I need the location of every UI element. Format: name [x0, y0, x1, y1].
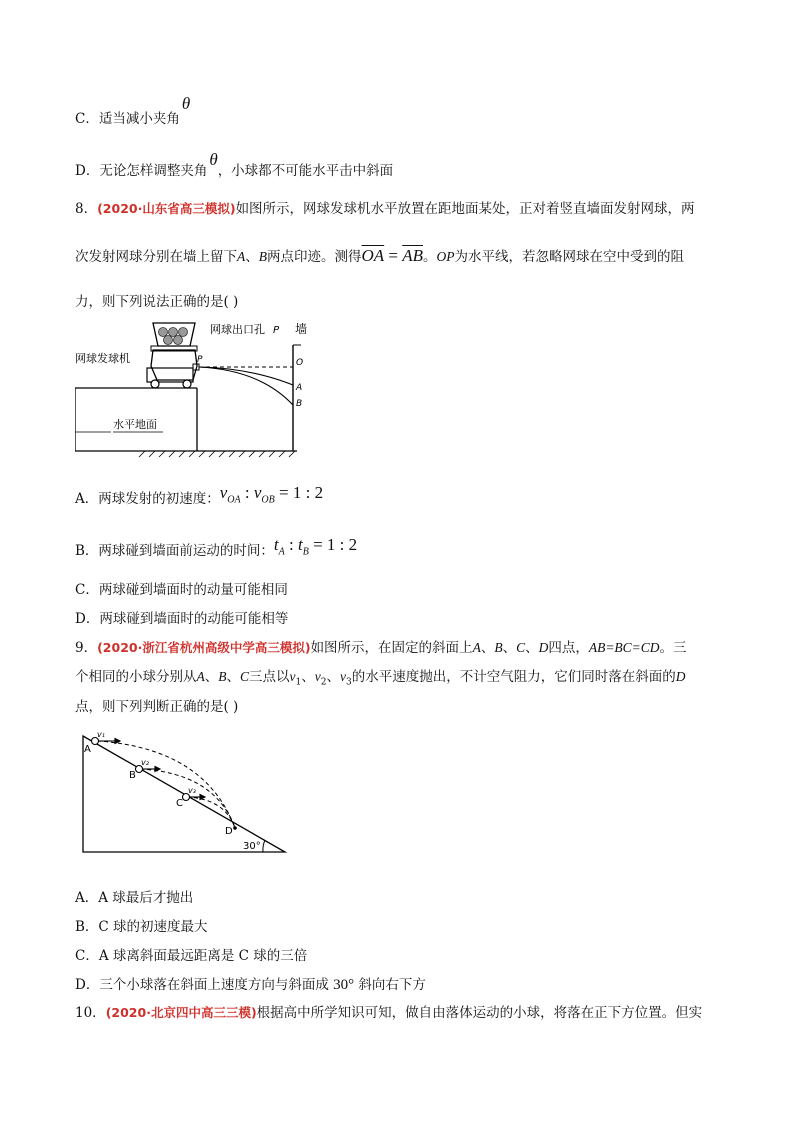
q9-stem-line3	[75, 697, 238, 717]
separator: 、	[326, 669, 340, 685]
option-text: A 球离斜面最远距离是 C 球的三倍	[98, 948, 308, 964]
stem-text: 两点印迹。测得	[267, 249, 362, 265]
separator: 、	[245, 249, 259, 265]
ball-hopper	[153, 323, 195, 346]
option-label: B．	[75, 543, 99, 559]
subscript-oa: OA	[227, 494, 241, 506]
stem-text: 。	[423, 249, 437, 265]
label-p: P	[197, 355, 203, 365]
time-symbol: t	[273, 535, 279, 554]
subscript-ob: OB	[261, 494, 275, 506]
label-b: B	[129, 770, 136, 781]
q9-option-b	[75, 917, 208, 937]
point-d: D	[538, 640, 549, 655]
question-source: (2020·北京四中高三三模)	[105, 1005, 257, 1020]
q7-option-d	[75, 150, 394, 181]
option-text: A 球最后才抛出	[98, 890, 194, 906]
segment-oa: $\overline{OA}$	[361, 246, 385, 265]
label-d: D	[225, 826, 233, 837]
label-outlet-p: P	[273, 325, 280, 336]
option-text: 适当减小夹角	[98, 111, 180, 127]
q9-option-c	[75, 946, 307, 966]
angle-value: 30°	[333, 977, 355, 993]
question-number: 8．	[75, 201, 98, 217]
ground-hatching	[139, 451, 295, 457]
segment-op: OP	[436, 249, 455, 264]
stem-text: 为水平线，若忽略网球在空中受到的阻	[454, 249, 685, 265]
option-text-tail: 斜向右下方	[354, 977, 426, 993]
subscript-2: 2	[320, 677, 327, 688]
option-label: C．	[75, 582, 99, 598]
point-b: B	[258, 249, 267, 264]
subscript-b: B	[302, 546, 309, 558]
subscript-1: 1	[295, 677, 302, 688]
trajectory-a	[199, 367, 293, 385]
q9-figure	[75, 728, 290, 860]
separator: 、	[301, 669, 315, 685]
q8-figure	[75, 318, 315, 460]
q9-stem-line1	[75, 638, 687, 658]
option-label: C．	[75, 111, 99, 127]
equals-sign: =	[384, 246, 403, 265]
question-number: 9．	[75, 640, 98, 656]
stem-text: 。三	[659, 640, 687, 656]
separator: 、	[480, 640, 495, 656]
option-label: D．	[75, 163, 100, 179]
velocity-symbol: v	[253, 483, 262, 502]
stem-text: 如图所示，在固定的斜面上	[310, 640, 473, 656]
velocity-symbol: v	[219, 483, 228, 502]
q8-option-d	[75, 609, 288, 629]
stem-text: 点，则下列判断正确的是( )	[75, 699, 239, 715]
velocity-v1: v	[289, 669, 296, 684]
q7-option-c	[75, 94, 191, 129]
option-text: 无论怎样调整夹角	[99, 163, 208, 179]
question-source: (2020·山东省高三模拟)	[97, 201, 236, 216]
option-text: 两球碰到墙面时的动能可能相等	[99, 611, 289, 627]
ratio-value: = 1 : 2	[274, 483, 324, 502]
point-a: A	[237, 249, 246, 264]
theta-symbol: θ	[181, 94, 191, 113]
trajectory-b	[199, 367, 293, 405]
option-text: 两球碰到墙面时的动量可能相同	[98, 582, 288, 598]
stem-text: 根据高中所学知识可知，做自由落体运动的小球，将落在正下方位置。但实	[256, 1005, 703, 1021]
label-outlet: 网球出口孔	[210, 323, 265, 336]
label-v3: v₃	[188, 786, 196, 795]
point-b: B	[218, 669, 227, 684]
q8-option-b	[75, 535, 358, 567]
q8-option-c	[75, 580, 288, 600]
velocity-v3: v	[339, 669, 346, 684]
label-v2: v₂	[141, 758, 149, 767]
stem-text: 力，则下列说法正确的是( )	[75, 294, 239, 310]
colon: :	[284, 535, 298, 554]
q9-stem-line2	[75, 667, 685, 693]
trajectory-a	[97, 741, 235, 828]
q9-option-a	[75, 888, 193, 908]
option-label: C．	[75, 948, 99, 964]
subscript-a: A	[278, 546, 285, 558]
q8-stem-line1	[75, 199, 695, 219]
ratio-value: = 1 : 2	[308, 535, 358, 554]
segment-ab: $\overline{AB}$	[402, 246, 424, 265]
separator: 、	[525, 640, 539, 656]
separator: 、	[204, 669, 219, 685]
option-label: D．	[75, 977, 100, 993]
q8-stem-line3	[75, 292, 238, 312]
stem-text: 如图所示，网球发球机水平放置在距地面某处，正对着竖直墙面发射网球，两	[235, 201, 695, 217]
option-text-tail: ，小球都不可能水平击中斜面	[217, 163, 394, 179]
option-label: A．	[75, 491, 99, 507]
point-a: A	[472, 640, 481, 655]
label-b: B	[296, 399, 303, 409]
separator: 、	[502, 640, 517, 656]
question-source: (2020·浙江省杭州高级中学高三模拟)	[97, 640, 311, 655]
q10-stem-line1	[75, 1003, 702, 1023]
label-a: A	[84, 744, 91, 755]
option-label: B．	[75, 919, 99, 935]
point-b: B	[494, 640, 503, 655]
landing-point-d	[233, 826, 237, 830]
point-c: C	[240, 669, 250, 684]
equal-segments: AB=BC=CD	[588, 640, 660, 655]
stem-text: 次发射网球分别在墙上留下	[75, 249, 237, 265]
velocity-v2: v	[314, 669, 321, 684]
label-angle: 30°	[243, 841, 261, 852]
subscript-3: 3	[345, 677, 352, 688]
label-ground: 水平地面	[113, 418, 157, 431]
label-a: A	[296, 383, 303, 393]
q9-option-d	[75, 975, 426, 995]
angle-arc	[263, 840, 265, 852]
q8-option-a	[75, 483, 324, 515]
option-text: 三个小球落在斜面上速度方向与斜面成	[99, 977, 334, 993]
label-o: O	[296, 358, 304, 368]
separator: 、	[226, 669, 240, 685]
option-text: 两球碰到墙面前运动的时间：	[98, 543, 274, 559]
time-ratio	[273, 535, 358, 558]
stem-text: 个相同的小球分别从	[75, 669, 197, 685]
question-number: 10．	[75, 1005, 106, 1021]
option-label: D．	[75, 611, 100, 627]
q8-stem-line2	[75, 246, 684, 267]
velocity-ratio	[219, 483, 324, 506]
theta-symbol: θ	[209, 150, 218, 169]
label-machine: 网球发球机	[75, 352, 130, 365]
stem-text: 的水平速度抛出，不计空气阻力，它们同时落在斜面的	[351, 669, 676, 685]
option-text: 两球发射的初速度：	[98, 491, 220, 507]
option-label: A．	[75, 890, 99, 906]
stem-text: 三点以	[249, 669, 290, 685]
point-a: A	[196, 669, 205, 684]
colon: :	[240, 483, 254, 502]
tennis-ball-machine	[147, 346, 199, 388]
option-text: C 球的初速度最大	[98, 919, 208, 935]
label-wall: 墙	[295, 322, 308, 336]
point-c: C	[516, 640, 526, 655]
label-v1: v₁	[97, 730, 105, 739]
stem-text: 四点，	[548, 640, 589, 656]
time-symbol: t	[298, 535, 303, 554]
point-d: D	[675, 669, 686, 684]
label-c: C	[176, 798, 183, 809]
